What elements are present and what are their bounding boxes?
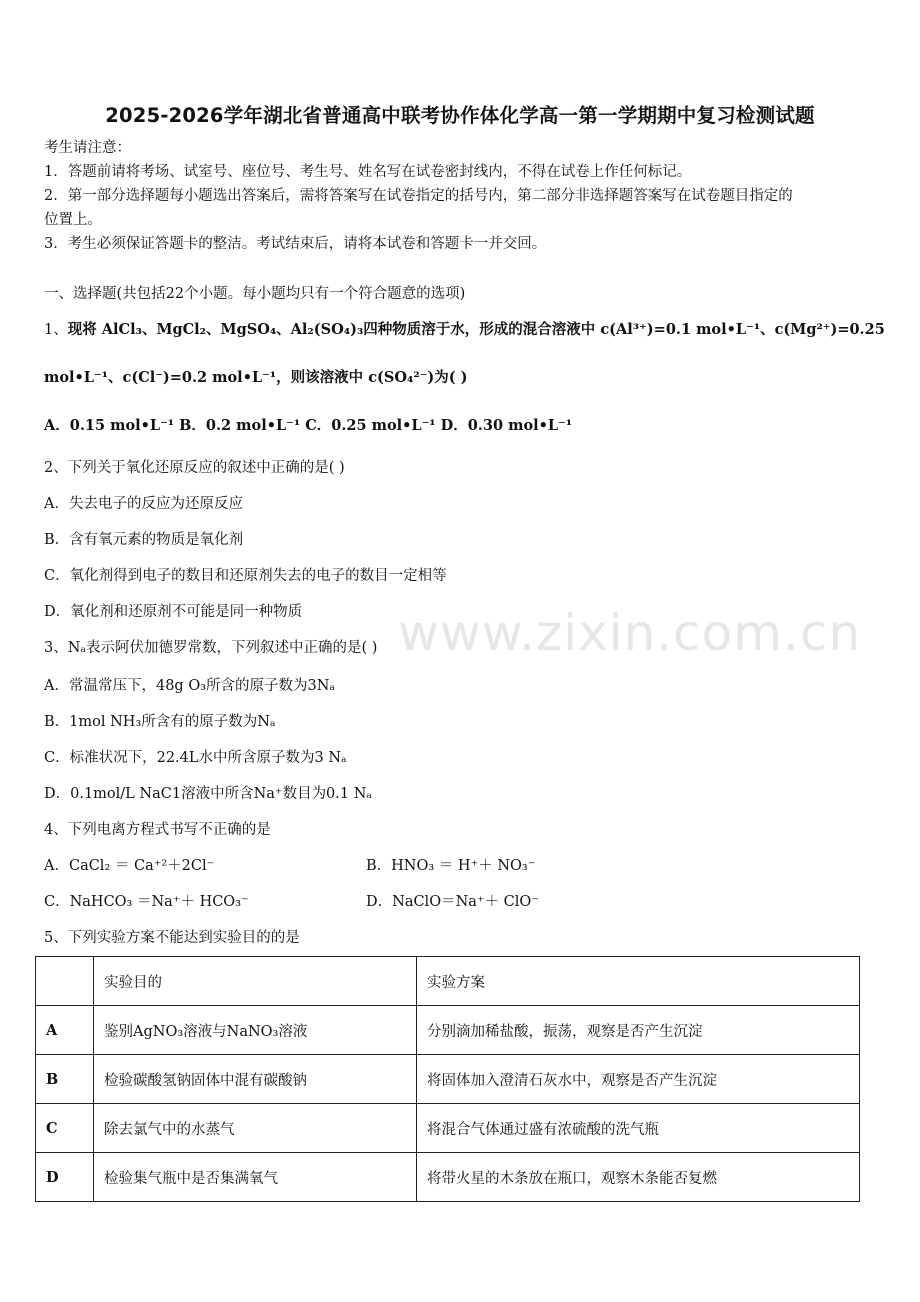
- q4-option-d: D．NaClO＝Na⁺＋ ClO⁻: [366, 894, 539, 910]
- table-row: [36, 1104, 860, 1153]
- table-row: [36, 1055, 860, 1104]
- q3-stem: 3、Nₐ表示阿伏加德罗常数，下列叙述中正确的是( ): [44, 640, 378, 656]
- q4-option-b: B．HNO₃ ＝ H⁺＋ NO₃⁻: [366, 858, 536, 874]
- q3-option-a: A．常温常压下，48g O₃所含的原子数为3Nₐ: [44, 678, 336, 694]
- q3-option-b: B．1mol NH₃所含有的原子数为Nₐ: [44, 714, 276, 730]
- q2-option-c: C．氧化剂得到电子的数目和还原剂失去的电子的数目一定相等: [44, 568, 447, 584]
- table-cell: 将固体加入澄清石灰水中，观察是否产生沉淀: [417, 1055, 860, 1104]
- table-cell: 检验集气瓶中是否集满氧气: [94, 1153, 417, 1202]
- q5-stem: 5、下列实验方案不能达到实验目的的是: [44, 930, 300, 946]
- q4-option-c: C．NaHCO₃ ＝Na⁺＋ HCO₃⁻: [44, 894, 249, 910]
- table-header-cell: 实验方案: [417, 957, 860, 1006]
- q1-number: 1、: [44, 322, 68, 338]
- notice-item-2b: 位置上。: [44, 212, 102, 228]
- table-cell: 将混合气体通过盛有浓硫酸的洗气瓶: [417, 1104, 860, 1153]
- experiment-table: [35, 956, 860, 1202]
- table-cell: C: [36, 1104, 94, 1153]
- table-cell: 鉴别AgNO₃溶液与NaNO₃溶液: [94, 1006, 417, 1055]
- table-cell: A: [36, 1006, 94, 1055]
- notice-item-3: 3．考生必须保证答题卡的整洁。考试结束后，请将本试卷和答题卡一并交回。: [44, 236, 547, 252]
- notice-heading: 考生请注意：: [44, 140, 131, 156]
- q2-stem: 2、下列关于氧化还原反应的叙述中正确的是( ): [44, 460, 345, 476]
- table-header-row: [36, 957, 860, 1006]
- section-heading: 一、选择题(共包括22个小题。每小题均只有一个符合题意的选项): [44, 286, 466, 302]
- notice-item-1: 1．答题前请将考场、试室号、座位号、考生号、姓名写在试卷密封线内，不得在试卷上作任何标记。: [44, 164, 692, 180]
- notice-item-2a: 2．第一部分选择题每小题选出答案后，需将答案写在试卷指定的括号内，第二部分非选择题答案写在试卷题目指定的: [44, 188, 793, 204]
- table-cell: D: [36, 1153, 94, 1202]
- table-cell: 分别滴加稀盐酸，振荡，观察是否产生沉淀: [417, 1006, 860, 1055]
- q2-option-b: B．含有氧元素的物质是氧化剂: [44, 532, 244, 548]
- table-header-cell: [36, 957, 94, 1006]
- q3-option-d: D．0.1mol/L NaC1溶液中所含Na⁺数目为0.1 Nₐ: [44, 786, 373, 802]
- table-cell: 检验碳酸氢钠固体中混有碳酸钠: [94, 1055, 417, 1104]
- table-cell: 将带火星的木条放在瓶口，观察木条能否复燃: [417, 1153, 860, 1202]
- table-header-cell: 实验目的: [94, 957, 417, 1006]
- q1-stem-cont: mol•L⁻¹、c(Cl⁻)=0.2 mol•L⁻¹，则该溶液中 c(SO₄²⁻)为( ): [44, 369, 468, 386]
- q2-option-a: A．失去电子的反应为还原反应: [44, 496, 243, 512]
- watermark: www.zixin.com.cn: [398, 604, 862, 662]
- q1-options: A．0.15 mol•L⁻¹ B．0.2 mol•L⁻¹ C．0.25 mol•L⁻¹ D．0.30 mol•L⁻¹: [44, 417, 573, 434]
- q1-text: 现将 AlCl₃、MgCl₂、MgSO₄、Al₂(SO₄)₃四种物质溶于水，形成的混合溶液中 c(Al³⁺)=0.1 mol•L⁻¹、c(Mg²⁺)=0.25: [67, 321, 885, 338]
- page-title: 2025-2026学年湖北省普通高中联考协作体化学高一第一学期期中复习检测试题: [105, 104, 815, 127]
- q4-option-a: A．CaCl₂ ＝ Ca⁺²＋2Cl⁻: [44, 858, 215, 874]
- q4-stem: 4、下列电离方程式书写不正确的是: [44, 822, 271, 838]
- q3-option-c: C．标准状况下，22.4L水中所含原子数为3 Nₐ: [44, 750, 347, 766]
- table-cell: 除去氯气中的水蒸气: [94, 1104, 417, 1153]
- q2-option-d: D．氧化剂和还原剂不可能是同一种物质: [44, 604, 303, 620]
- table-cell: B: [36, 1055, 94, 1104]
- table-row: [36, 1006, 860, 1055]
- q1-stem: [44, 318, 885, 342]
- table-row: [36, 1153, 860, 1202]
